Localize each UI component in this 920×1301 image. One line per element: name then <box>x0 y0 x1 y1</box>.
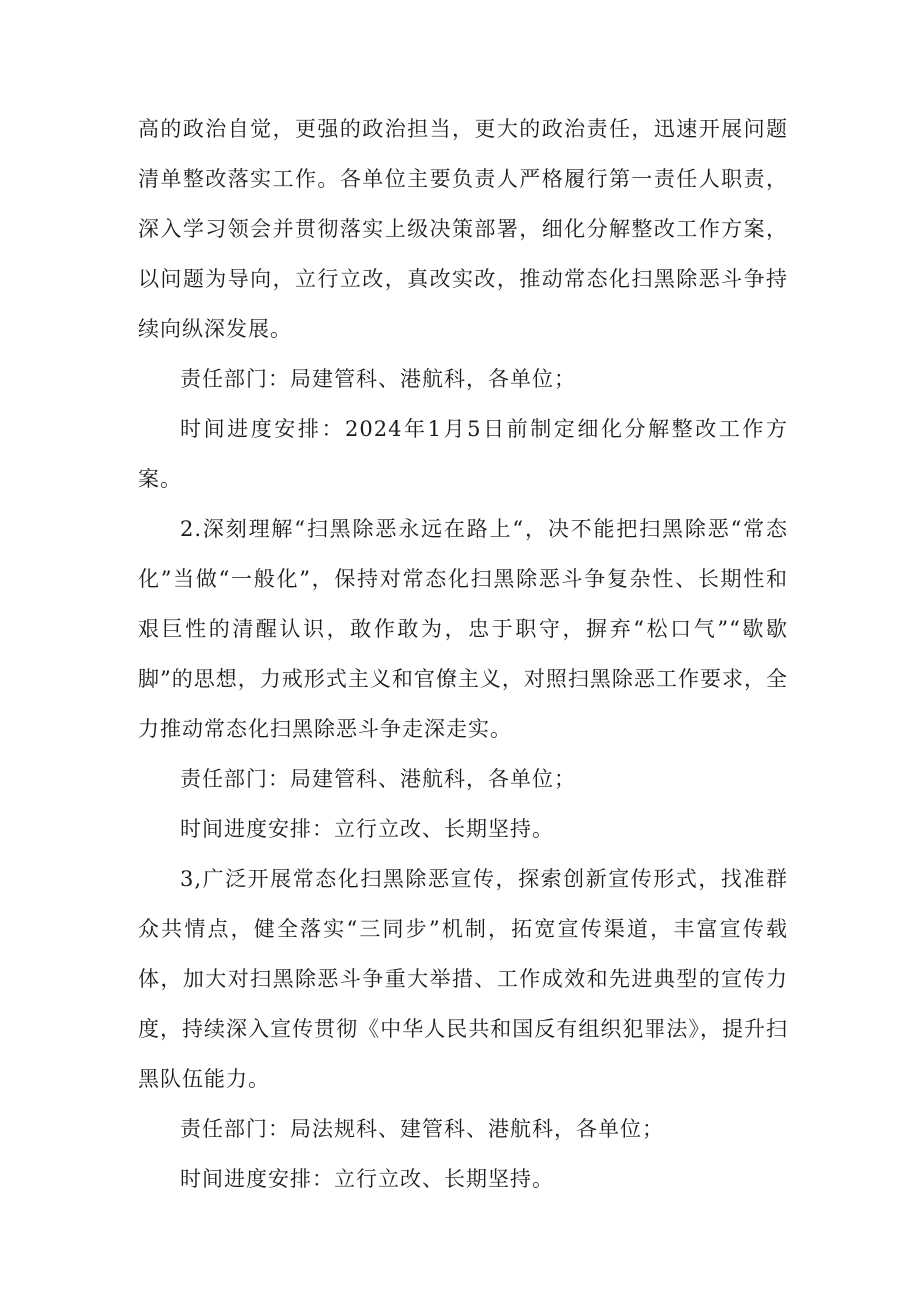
schedule-2: 时间进度安排：立行立改、长期坚持。 <box>180 817 554 841</box>
schedule-1: 时间进度安排：2024年1月5日前制定细化分解整改工作方案。 <box>138 417 788 491</box>
item-2-paragraph: 2.深刻理解“扫黑除恶永远在路上“，决不能把扫黑除恶“常态化”当做“一般化”，保持对常态化扫黑除恶斗争复杂性、长期性和艰巨性的清醒认识，敢作敢为，忠于职守，摒弃“松口气”“歇歇脚”的思想，力戒形式主义和官僚主义，对照扫黑除恶工作要求，全力推动常态化扫黑除恶斗争走深走实。 <box>138 517 788 741</box>
responsible-department-3: 责任部门：局法规科、建管科、港航科，各单位； <box>180 1117 664 1141</box>
schedule-3: 时间进度安排：立行立改、长期坚持。 <box>180 1167 554 1191</box>
responsible-department-2: 责任部门：局建管科、港航科，各单位； <box>180 767 576 791</box>
item-3-paragraph: 3,广泛开展常态化扫黑除恶宣传，探索创新宣传形式，找准群众共情点，健全落实“三同步”机制，拓宽宣传渠道，丰富宣传载体，加大对扫黑除恶斗争重大举措、工作成效和先进典型的宣传力度，持续深入宣传贯彻《中华人民共和国反有组织犯罪法》，提升扫黑队伍能力。 <box>138 867 788 1091</box>
responsible-department-1: 责任部门：局建管科、港航科，各单位； <box>180 367 576 391</box>
document-page <box>138 104 788 1204</box>
paragraph-continuation: 高的政治自觉，更强的政治担当，更大的政治责任，迅速开展问题清单整改落实工作。各单位主要负责人严格履行第一责任人职责，深入学习领会并贯彻落实上级决策部署，细化分解整改工作方案，以问题为导向，立行立改，真改实改，推动常态化扫黑除恶斗争持续向纵深发展。 <box>138 117 788 341</box>
